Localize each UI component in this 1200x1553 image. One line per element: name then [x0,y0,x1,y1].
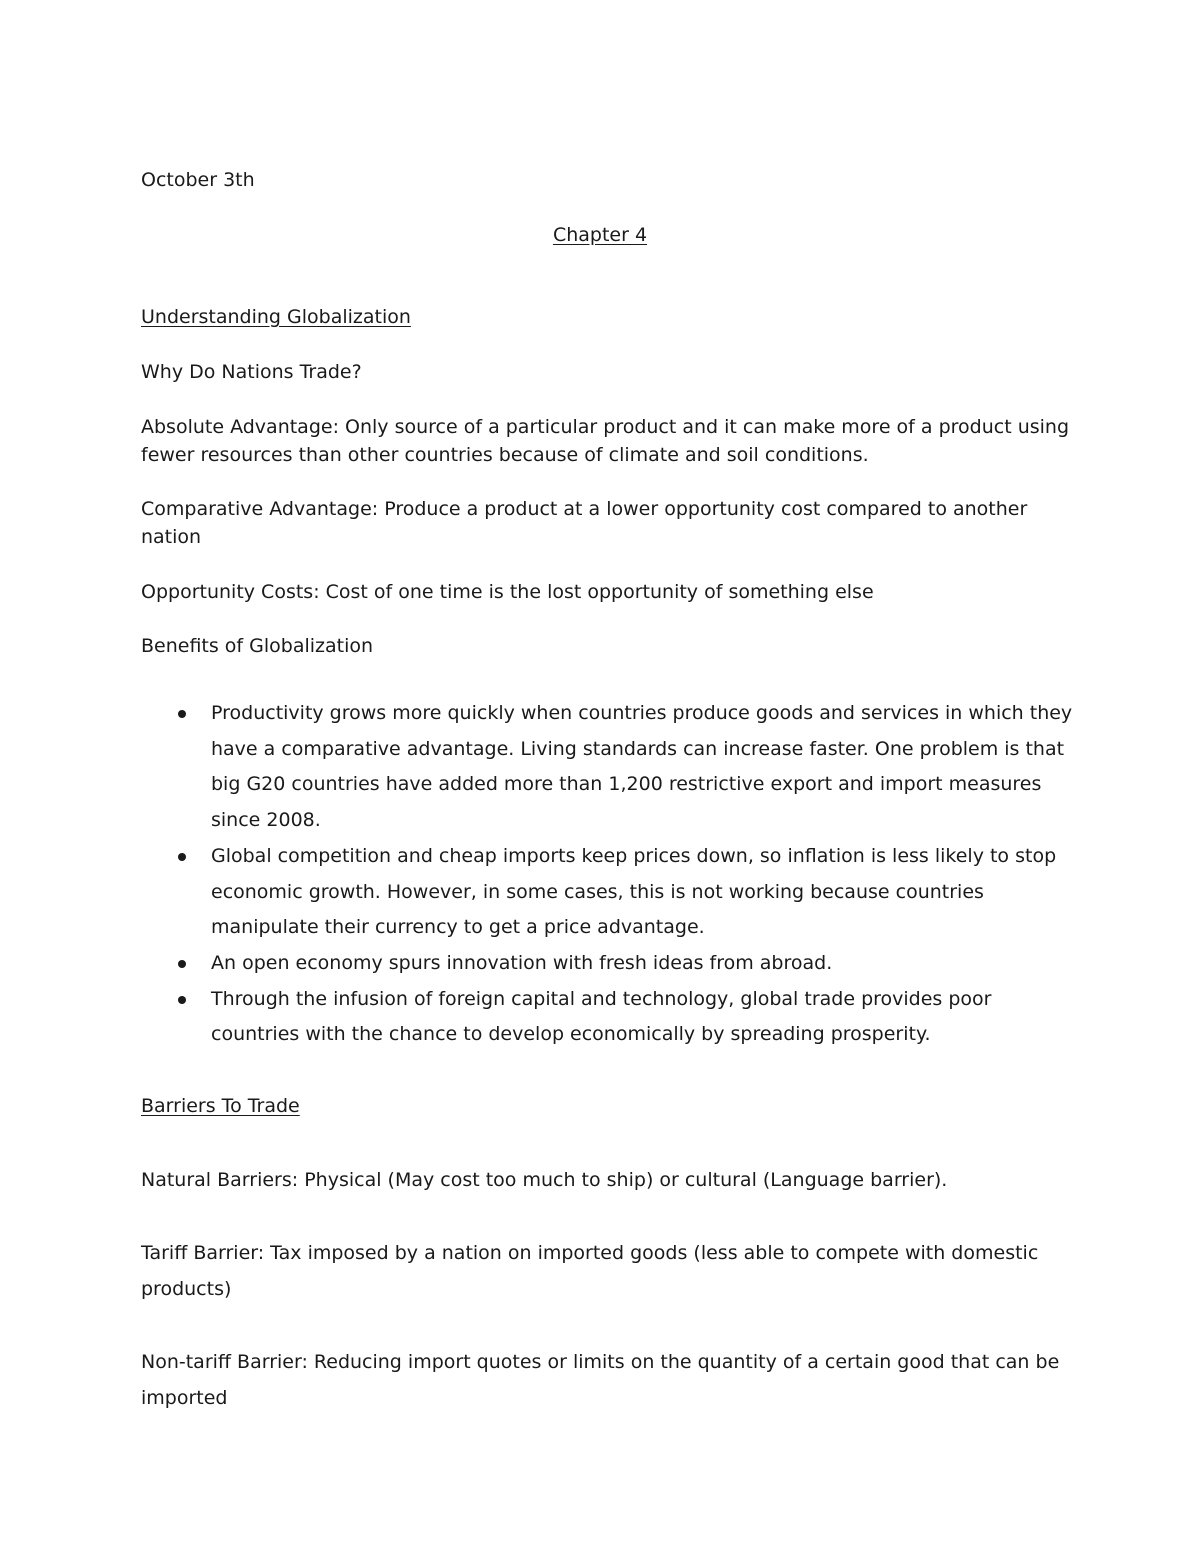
non-tariff-barrier-paragraph: Non-tariff Barrier: Reducing import quotes or limits on the quantity of a certain good that can be imported [141,1351,1060,1409]
list-item-text: Through the infusion of foreign capital and technology, global trade provides poor countries with the chance to develop economically by spreading prosperity. [211,987,992,1046]
list-item-text: An open economy spurs innovation with fresh ideas from abroad. [211,951,833,974]
list-item [141,839,1076,946]
list-item-text: Productivity grows more quickly when countries produce goods and services in which they have a comparative advantage. Living standards can increase faster. One problem is that big G20 countries have added more than 1,200 restrictive export and import measures since 2008. [211,702,1073,832]
section-heading-globalization [141,303,1071,331]
question-line: Why Do Nations Trade? [141,361,362,383]
date-line: October 3th [141,169,255,191]
bullet-icon [178,853,186,861]
list-item [141,982,1076,1053]
tariff-barrier-paragraph: Tariff Barrier: Tax imposed by a nation on imported goods (less able to compete with domestic products) [141,1242,1039,1300]
bullet-icon [178,710,186,718]
opportunity-costs-paragraph: Opportunity Costs: Cost of one time is the lost opportunity of something else [141,581,874,603]
list-item [141,696,1076,839]
section-heading-globalization-text: Understanding Globalization [141,306,411,328]
absolute-advantage-paragraph: Absolute Advantage: Only source of a particular product and it can make more of a product using fewer resources than other countries because of climate and soil conditions. [141,416,1070,466]
benefits-heading: Benefits of Globalization [141,635,374,657]
list-item [141,946,1076,982]
bullet-icon [178,960,186,968]
natural-barriers-paragraph: Natural Barriers: Physical (May cost too much to ship) or cultural (Language barrier). [141,1169,948,1191]
list-item-text: Global competition and cheap imports keep prices down, so inflation is less likely to stop economic growth. However, in some cases, this is not working because countries manipulate their currency to get a price advantage. [211,844,1057,939]
comparative-advantage-paragraph: Comparative Advantage: Produce a product at a lower opportunity cost compared to another nation [141,498,1028,548]
bullet-icon [178,996,186,1004]
section-heading-barriers [141,1092,1071,1120]
chapter-title: Chapter 4 [552,224,648,246]
section-heading-barriers-text: Barriers To Trade [141,1095,300,1117]
benefits-list [141,696,1076,1053]
